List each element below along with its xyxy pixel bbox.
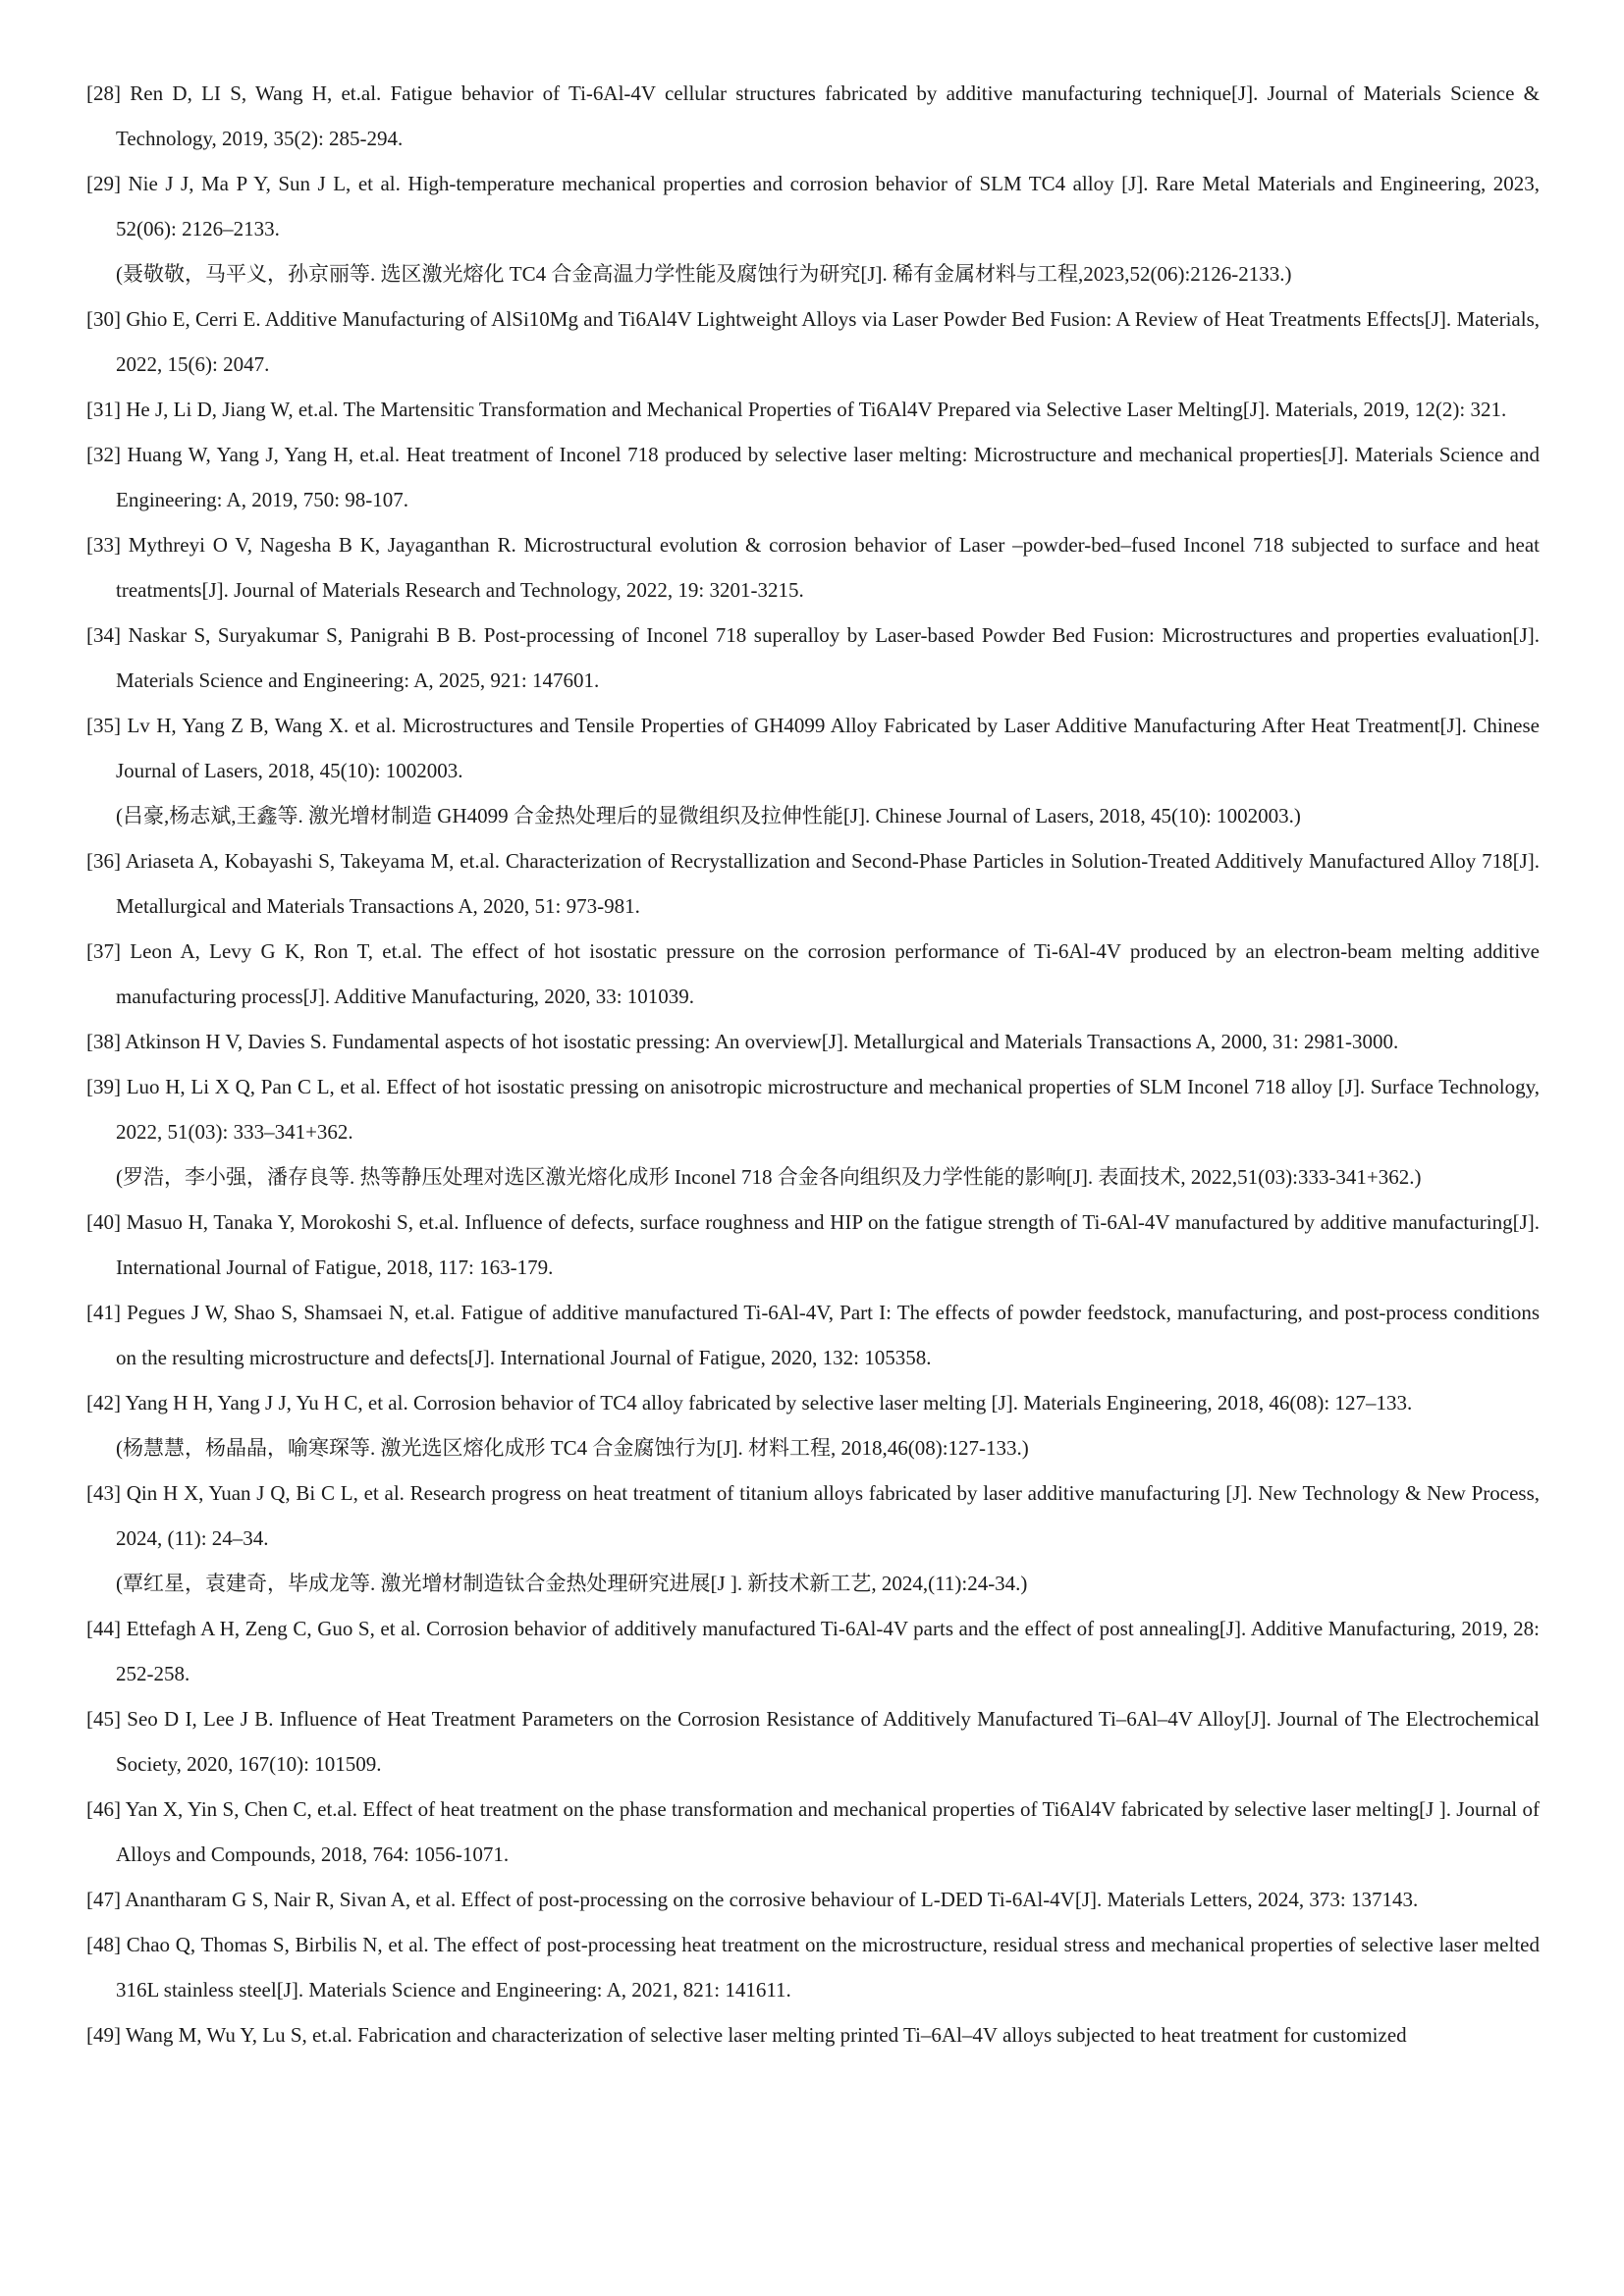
reference-text-en: Masuo H, Tanaka Y, Morokoshi S, et.al. Influence of defects, surface roughness and HIP on the fatigue strength of Ti-6Al-4V manufactured by additive manufacturing[J]. International Journal of Fatigue, 2018, 117: 163-179. xyxy=(116,1210,1540,1279)
reference-item xyxy=(86,2012,1540,2057)
reference-number: [29] xyxy=(86,172,121,195)
reference-item xyxy=(86,296,1540,387)
reference-text-en: Huang W, Yang J, Yang H, et.al. Heat treatment of Inconel 718 produced by selective laser melting: Microstructure and mechanical properties[J]. Materials Science and Engineering: A, 2019, 750: 98-107. xyxy=(116,443,1540,511)
reference-item xyxy=(86,1290,1540,1380)
reference-number: [45] xyxy=(86,1707,121,1731)
reference-number: [41] xyxy=(86,1301,121,1324)
reference-number: [36] xyxy=(86,849,121,873)
reference-item xyxy=(86,1470,1540,1606)
reference-item xyxy=(86,1606,1540,1696)
reference-text-en: Ariaseta A, Kobayashi S, Takeyama M, et.al. Characterization of Recrystallization and Second-Phase Particles in Solution-Treated Additively Manufactured Alloy 718[J]. Metallurgical and Materials Transactions A, 2020, 51: 973-981. xyxy=(116,849,1540,918)
reference-text-en: Atkinson H V, Davies S. Fundamental aspects of hot isostatic pressing: An overview[J]. Metallurgical and Materials Transactions A, 2000, 31: 2981-3000. xyxy=(125,1030,1399,1053)
reference-item xyxy=(86,703,1540,838)
reference-text-en: Ren D, LI S, Wang H, et.al. Fatigue behavior of Ti-6Al-4V cellular structures fabricated by additive manufacturing technique[J]. Journal of Materials Science & Technology, 2019, 35(2): 285-294. xyxy=(116,81,1541,150)
reference-item xyxy=(86,387,1540,432)
reference-text-en: Lv H, Yang Z B, Wang X. et al. Microstructures and Tensile Properties of GH4099 Alloy Fabricated by Laser Additive Manufacturing After Heat Treatment[J]. Chinese Journal of Lasers, 2018, 45(10): 1002003. xyxy=(116,714,1540,782)
reference-item xyxy=(86,838,1540,929)
reference-text-zh: (吕豪,杨志斌,王鑫等. 激光增材制造 GH4099 合金热处理后的显微组织及拉伸性能[J]. Chinese Journal of Lasers, 2018, 45(10): 1002003.) xyxy=(116,804,1301,828)
reference-item xyxy=(86,1877,1540,1922)
reference-text-en: He J, Li D, Jiang W, et.al. The Martensitic Transformation and Mechanical Properties of Ti6Al4V Prepared via Selective Laser Melting[J]. Materials, 2019, 12(2): 321. xyxy=(126,398,1507,421)
reference-number: [28] xyxy=(86,81,121,105)
reference-number: [33] xyxy=(86,533,121,557)
reference-text-en: Naskar S, Suryakumar S, Panigrahi B B. Post-processing of Inconel 718 superalloy by Laser-based Powder Bed Fusion: Microstructures and properties evaluation[J]. Materials Science and Engineering: A, 2025, 921: 147601. xyxy=(116,623,1541,692)
reference-text-zh: (杨慧慧，杨晶晶，喻寒琛等. 激光选区熔化成形 TC4 合金腐蚀行为[J]. 材料工程, 2018,46(08):127-133.) xyxy=(116,1436,1029,1460)
reference-text-en: Chao Q, Thomas S, Birbilis N, et al. The effect of post-processing heat treatment on the microstructure, residual stress and mechanical properties of selective laser melted 316L stainless steel[J]. Materials Science and Engineering: A, 2021, 821: 141611. xyxy=(116,1933,1540,2002)
reference-number: [38] xyxy=(86,1030,121,1053)
reference-item xyxy=(86,1200,1540,1290)
reference-number: [46] xyxy=(86,1797,121,1821)
reference-text-en: Mythreyi O V, Nagesha B K, Jayaganthan R. Microstructural evolution & corrosion behavior of Laser –powder-bed–fused Inconel 718 subjected to surface and heat treatments[J]. Journal of Materials Research and Technology, 2022, 19: 3201-3215. xyxy=(116,533,1541,602)
reference-text-zh: (罗浩，李小强，潘存良等. 热等静压处理对选区激光熔化成形 Inconel 718 合金各向组织及力学性能的影响[J]. 表面技术, 2022,51(03):333-341+362.) xyxy=(116,1165,1422,1189)
reference-text-en: Seo D I, Lee J B. Influence of Heat Treatment Parameters on the Corrosion Resistance of Additively Manufactured Ti–6Al–4V Alloy[J]. Journal of The Electrochemical Society, 2020, 167(10): 101509. xyxy=(116,1707,1541,1776)
reference-number: [40] xyxy=(86,1210,121,1234)
reference-item xyxy=(86,1380,1540,1470)
reference-number: [48] xyxy=(86,1933,121,1956)
reference-number: [47] xyxy=(86,1888,121,1911)
reference-item xyxy=(86,1064,1540,1200)
reference-number: [49] xyxy=(86,2023,121,2047)
reference-item xyxy=(86,432,1540,522)
reference-number: [42] xyxy=(86,1391,121,1415)
reference-item xyxy=(86,1787,1540,1877)
reference-number: [39] xyxy=(86,1075,121,1098)
reference-number: [37] xyxy=(86,939,121,963)
reference-item xyxy=(86,929,1540,1019)
reference-text-en: Pegues J W, Shao S, Shamsaei N, et.al. Fatigue of additive manufactured Ti-6Al-4V, Part I: The effects of powder feedstock, manufacturing, and post-process conditions on the resulting microstructure and defects[J]. International Journal of Fatigue, 2020, 132: 105358. xyxy=(116,1301,1541,1369)
reference-number: [30] xyxy=(86,307,121,331)
reference-text-zh: (覃红星，袁建奇，毕成龙等. 激光增材制造钛合金热处理研究进展[J ]. 新技术新工艺, 2024,(11):24-34.) xyxy=(116,1572,1028,1595)
reference-text-en: Leon A, Levy G K, Ron T, et.al. The effect of hot isostatic pressure on the corrosion performance of Ti-6Al-4V produced by an electron-beam melting additive manufacturing process[J]. Additive Manufacturing, 2020, 33: 101039. xyxy=(116,939,1540,1008)
reference-item xyxy=(86,522,1540,613)
reference-number: [35] xyxy=(86,714,121,737)
reference-text-en: Anantharam G S, Nair R, Sivan A, et al. Effect of post-processing on the corrosive behaviour of L-DED Ti-6Al-4V[J]. Materials Letters, 2024, 373: 137143. xyxy=(125,1888,1419,1911)
reference-text-en: Ettefagh A H, Zeng C, Guo S, et al. Corrosion behavior of additively manufactured Ti-6Al-4V parts and the effect of post annealing[J]. Additive Manufacturing, 2019, 28: 252-258. xyxy=(116,1617,1541,1685)
reference-item xyxy=(86,71,1540,161)
reference-number: [43] xyxy=(86,1481,121,1505)
reference-number: [31] xyxy=(86,398,121,421)
reference-text-en: Wang M, Wu Y, Lu S, et.al. Fabrication and characterization of selective laser melting printed Ti–6Al–4V alloys subjected to heat treatment for customized xyxy=(125,2023,1407,2047)
reference-text-en: Qin H X, Yuan J Q, Bi C L, et al. Research progress on heat treatment of titanium alloys fabricated by laser additive manufacturing [J]. New Technology & New Process, 2024, (11): 24–34. xyxy=(116,1481,1540,1550)
reference-text-en: Yang H H, Yang J J, Yu H C, et al. Corrosion behavior of TC4 alloy fabricated by selective laser melting [J]. Materials Engineering, 2018, 46(08): 127–133. xyxy=(125,1391,1413,1415)
reference-text-en: Nie J J, Ma P Y, Sun J L, et al. High-temperature mechanical properties and corrosion behavior of SLM TC4 alloy [J]. Rare Metal Materials and Engineering, 2023, 52(06): 2126–2133. xyxy=(116,172,1540,240)
reference-item xyxy=(86,1922,1540,2012)
reference-item xyxy=(86,161,1540,296)
reference-text-zh: (聂敬敬，马平义，孙京丽等. 选区激光熔化 TC4 合金高温力学性能及腐蚀行为研究[J]. 稀有金属材料与工程,2023,52(06):2126-2133.) xyxy=(116,262,1292,286)
reference-item xyxy=(86,613,1540,703)
reference-number: [32] xyxy=(86,443,121,466)
reference-text-en: Yan X, Yin S, Chen C, et.al. Effect of heat treatment on the phase transformation and mechanical properties of Ti6Al4V fabricated by selective laser melting[J ]. Journal of Alloys and Compounds, 2018, 764: 1056-1071. xyxy=(116,1797,1540,1866)
reference-item xyxy=(86,1696,1540,1787)
reference-number: [44] xyxy=(86,1617,121,1640)
reference-text-en: Luo H, Li X Q, Pan C L, et al. Effect of hot isostatic pressing on anisotropic microstructure and mechanical properties of SLM Inconel 718 alloy [J]. Surface Technology, 2022, 51(03): 333–341+362. xyxy=(116,1075,1541,1144)
reference-text-en: Ghio E, Cerri E. Additive Manufacturing of AlSi10Mg and Ti6Al4V Lightweight Alloys via Laser Powder Bed Fusion: A Review of Heat Treatments Effects[J]. Materials, 2022, 15(6): 2047. xyxy=(116,307,1541,376)
references-list xyxy=(86,71,1540,2057)
reference-item xyxy=(86,1019,1540,1064)
reference-number: [34] xyxy=(86,623,121,647)
